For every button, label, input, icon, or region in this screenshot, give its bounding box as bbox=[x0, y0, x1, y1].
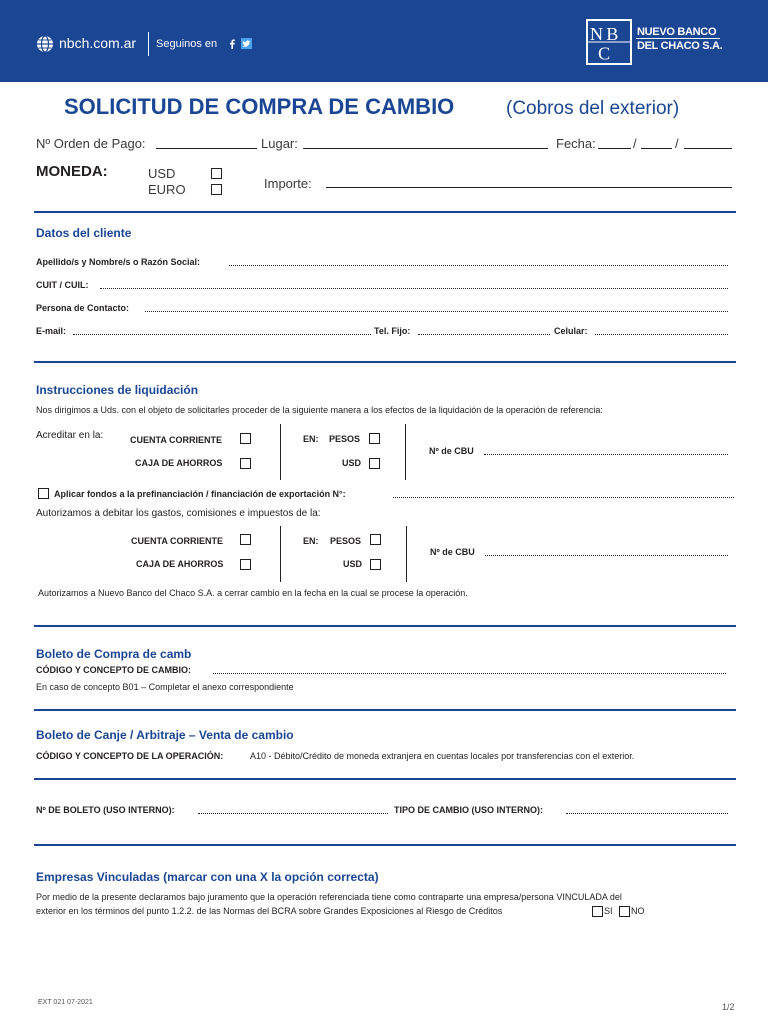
facebook-icon[interactable] bbox=[227, 38, 238, 49]
moneda-label: MONEDA: bbox=[36, 163, 108, 180]
page-subtitle: (Cobros del exterior) bbox=[506, 98, 680, 119]
vinculada-no-label: NO bbox=[631, 906, 645, 916]
debitar-ca-label: CAJA DE AHORROS bbox=[136, 559, 224, 569]
globe-icon bbox=[36, 35, 54, 53]
liquidacion-intro: Nos dirigimos a Uds. con el objeto de solicitarles proceder de la siguiente manera a los efectos de la liquidación de la operación de referencia: bbox=[36, 405, 603, 415]
debitar-ca-checkbox[interactable] bbox=[240, 559, 251, 570]
autorizamos-cambio-text: Autorizamos a Nuevo Banco del Chaco S.A. a cerrar cambio en la fecha en la cual se procese la operación. bbox=[38, 588, 468, 598]
moneda-usd-label: USD bbox=[148, 166, 176, 181]
section-divider bbox=[34, 625, 736, 627]
acreditar-pesos-label: PESOS bbox=[329, 434, 361, 444]
codigo-cambio-field[interactable] bbox=[213, 673, 726, 674]
debitar-cbu-label: Nº de CBU bbox=[430, 547, 475, 557]
importe-field[interactable] bbox=[326, 187, 732, 188]
vinculadas-heading: Empresas Vinculadas (marcar con una X la opción correcta) bbox=[36, 870, 379, 884]
email-label: E-mail: bbox=[36, 326, 67, 336]
header-divider bbox=[148, 32, 149, 56]
header-bar bbox=[0, 0, 768, 82]
debitar-cbu-field[interactable] bbox=[485, 555, 728, 556]
tel-field[interactable] bbox=[418, 334, 550, 335]
fecha-slash-1: / bbox=[633, 136, 637, 151]
debitar-pesos-checkbox[interactable] bbox=[370, 534, 381, 545]
cuit-label: CUIT / CUIL: bbox=[36, 280, 89, 290]
moneda-euro-checkbox[interactable] bbox=[211, 184, 222, 195]
svg-text:B: B bbox=[606, 24, 619, 45]
acreditar-usd-checkbox[interactable] bbox=[369, 458, 380, 469]
tipo-cambio-field[interactable] bbox=[566, 813, 728, 814]
nro-boleto-field[interactable] bbox=[198, 813, 388, 814]
section-divider bbox=[34, 778, 736, 780]
fecha-day-field[interactable] bbox=[598, 148, 631, 149]
apellido-field[interactable] bbox=[229, 265, 728, 266]
lugar-field[interactable] bbox=[303, 148, 548, 149]
bank-logo bbox=[586, 19, 632, 65]
debitar-en-label: EN: bbox=[303, 536, 319, 546]
form-code: EXT 021 07-2021 bbox=[38, 999, 93, 1006]
fecha-slash-2: / bbox=[675, 136, 679, 151]
follow-us-label: Seguinos en bbox=[156, 38, 218, 50]
celular-label: Celular: bbox=[554, 326, 588, 336]
vinculada-si-checkbox[interactable] bbox=[592, 906, 603, 917]
codigo-b01-note: En caso de concepto B01 – Completar el anexo correspondiente bbox=[36, 682, 294, 692]
acreditar-pesos-checkbox[interactable] bbox=[369, 433, 380, 444]
acreditar-ca-checkbox[interactable] bbox=[240, 458, 251, 469]
section-divider bbox=[34, 844, 736, 846]
celular-field[interactable] bbox=[595, 334, 728, 335]
aplicar-fondos-checkbox[interactable] bbox=[38, 488, 49, 499]
vinculadas-text-line1: Por medio de la presente declaramos bajo juramento que la operación referenciada tiene como contraparte una empresa/persona VINCULADA del bbox=[36, 892, 622, 902]
page-title: SOLICITUD DE COMPRA DE CAMBIO bbox=[64, 94, 455, 119]
liquidacion-heading: Instrucciones de liquidación bbox=[36, 383, 199, 397]
bank-name-line1: NUEVO BANCO bbox=[637, 26, 717, 38]
acreditar-cc-label: CUENTA CORRIENTE bbox=[130, 435, 222, 445]
section-divider bbox=[34, 361, 736, 363]
orden-pago-label: Nº Orden de Pago: bbox=[36, 136, 146, 151]
svg-text:C: C bbox=[598, 43, 611, 63]
fecha-year-field[interactable] bbox=[684, 148, 732, 149]
vinculadas-text-line2: exterior en los términos del punto 1.2.2. de las Normas del BCRA sobre Grandes Exposiciones al Riesgo de Créditos bbox=[36, 906, 503, 916]
boleto-compra-heading: Boleto de Compra de camb bbox=[36, 647, 192, 661]
aplicar-fondos-field[interactable] bbox=[393, 497, 734, 498]
tipo-cambio-label: TIPO DE CAMBIO (USO INTERNO): bbox=[394, 805, 543, 815]
cliente-heading: Datos del cliente bbox=[36, 226, 132, 240]
lugar-label: Lugar: bbox=[261, 136, 298, 151]
section-divider bbox=[34, 211, 736, 213]
svg-text:N: N bbox=[589, 24, 604, 45]
acreditar-usd-label: USD bbox=[342, 458, 362, 468]
aplicar-fondos-label: Aplicar fondos a la prefinanciación / financiación de exportación N°: bbox=[54, 489, 346, 499]
importe-label: Importe: bbox=[264, 176, 312, 191]
twitter-icon[interactable] bbox=[241, 38, 252, 49]
debitar-cc-label: CUENTA CORRIENTE bbox=[131, 536, 223, 546]
column-divider bbox=[280, 424, 281, 480]
email-field[interactable] bbox=[73, 334, 371, 335]
nro-boleto-label: Nº DE BOLETO (USO INTERNO): bbox=[36, 805, 175, 815]
autorizamos-debitar-text: Autorizamos a debitar los gastos, comisiones e impuestos de la: bbox=[36, 508, 321, 519]
vinculada-si-label: SI bbox=[604, 906, 613, 916]
contacto-field[interactable] bbox=[145, 311, 728, 312]
acreditar-label: Acreditar en la: bbox=[36, 430, 104, 441]
page-number: 1/2 bbox=[722, 1002, 735, 1012]
acreditar-en-label: EN: bbox=[303, 434, 319, 444]
fecha-month-field[interactable] bbox=[641, 148, 672, 149]
cuit-field[interactable] bbox=[100, 288, 728, 289]
vinculada-no-checkbox[interactable] bbox=[619, 906, 630, 917]
codigo-operacion-value: A10 - Débito/Crédito de moneda extranjera en cuentas locales por transferencias con el exterior. bbox=[250, 751, 635, 761]
tel-label: Tel. Fijo: bbox=[374, 326, 411, 336]
codigo-operacion-label: CÓDIGO Y CONCEPTO DE LA OPERACIÓN: bbox=[36, 751, 224, 761]
acreditar-ca-label: CAJA DE AHORROS bbox=[135, 458, 223, 468]
bank-name-underline bbox=[636, 38, 720, 39]
fecha-label: Fecha: bbox=[556, 136, 596, 151]
debitar-cc-checkbox[interactable] bbox=[240, 534, 251, 545]
apellido-label: Apellido/s y Nombre/s o Razón Social: bbox=[36, 257, 201, 267]
column-divider bbox=[405, 424, 406, 480]
contacto-label: Persona de Contacto: bbox=[36, 303, 130, 313]
acreditar-cbu-field[interactable] bbox=[484, 454, 728, 455]
codigo-cambio-label: CÓDIGO Y CONCEPTO DE CAMBIO: bbox=[36, 665, 192, 675]
column-divider bbox=[280, 526, 281, 582]
site-url-link[interactable]: nbch.com.ar bbox=[59, 35, 137, 51]
debitar-pesos-label: PESOS bbox=[330, 536, 362, 546]
moneda-euro-label: EURO bbox=[148, 182, 186, 197]
debitar-usd-checkbox[interactable] bbox=[370, 559, 381, 570]
column-divider bbox=[406, 526, 407, 582]
debitar-usd-label: USD bbox=[343, 559, 363, 569]
section-divider bbox=[34, 709, 736, 711]
acreditar-cc-checkbox[interactable] bbox=[240, 433, 251, 444]
moneda-usd-checkbox[interactable] bbox=[211, 168, 222, 179]
acreditar-cbu-label: Nº de CBU bbox=[429, 446, 474, 456]
orden-pago-field[interactable] bbox=[156, 148, 257, 149]
nbc-logo-mark bbox=[588, 21, 630, 63]
bank-name-line2: DEL CHACO S.A. bbox=[637, 40, 723, 52]
boleto-canje-heading: Boleto de Canje / Arbitraje – Venta de cambio bbox=[36, 728, 294, 742]
